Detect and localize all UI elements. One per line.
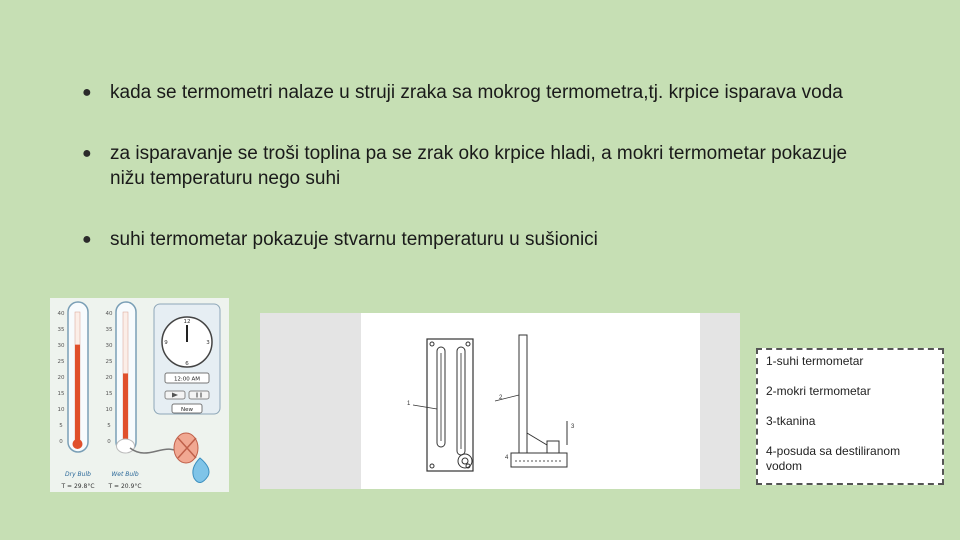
bullet-item: [82, 141, 862, 191]
clock-number: 3: [206, 340, 210, 346]
diagram-label: 2: [499, 395, 503, 401]
dry-scale-label: 30: [57, 343, 65, 349]
dry-scale-label: 20: [57, 375, 65, 381]
water-drop-icon: [193, 458, 209, 483]
bullet-text: kada se termometri nalaze u struji zraka sa mokrog termometra,tj. krpice isparava voda: [110, 82, 843, 103]
new-button-label: New: [181, 407, 193, 413]
bullet-item: [82, 80, 862, 105]
bullet-list: [82, 80, 862, 288]
pause-button[interactable]: [189, 391, 209, 399]
wet-scale-label: 20: [105, 375, 113, 381]
diagram-label: 4: [505, 455, 509, 461]
wet-scale-label: 30: [105, 343, 113, 349]
dry-temp-readout: T = 29.8°C: [61, 483, 95, 490]
wet-scale-label: 5: [107, 423, 111, 429]
legend-item: 3-tkanina: [766, 414, 816, 428]
psychrometer-simulation-image: [50, 298, 229, 492]
bullet-text: suhi termometar pokazuje stvarnu temperaturu u sušionici: [110, 229, 598, 250]
dry-scale-label: 5: [59, 423, 63, 429]
wet-mercury-column: [123, 373, 128, 440]
side-view-reservoir: [511, 453, 567, 467]
legend-item: 2-mokri termometar: [766, 384, 871, 398]
dry-bulb-label: Dry Bulb: [65, 471, 91, 478]
bullet-text: za isparavanje se troši toplina pa se zrak oko krpice hladi, a mokri termometar pokazuje nižu temperaturu nego suhi: [110, 143, 848, 189]
dry-scale-label: 35: [57, 327, 65, 333]
wet-temp-readout: T = 20.9°C: [108, 483, 142, 490]
wet-scale-label: 15: [105, 391, 113, 397]
clock-number: 12: [183, 319, 191, 325]
time-readout: 12:00 AM: [173, 376, 201, 383]
dry-scale-label: 15: [57, 391, 65, 397]
side-view-thermometer: [519, 335, 527, 453]
wet-scale-label: 35: [105, 327, 113, 333]
legend-item: 4-posuda sa destiliranom vodom: [766, 444, 901, 473]
dry-scale-label: 25: [57, 359, 65, 365]
wet-cloth-icon: [117, 439, 135, 453]
legend-item: 1-suhi termometar: [766, 354, 864, 368]
wet-scale-label: 25: [105, 359, 113, 365]
wet-bulb-label: Wet Bulb: [111, 471, 139, 478]
bullet-item: [82, 227, 862, 252]
bullet-dot-icon: ●: [82, 231, 92, 248]
psychrometer-diagram: [260, 313, 740, 489]
clock-number: 6: [185, 361, 189, 367]
dry-scale-label: 10: [57, 407, 65, 413]
wet-scale-label: 10: [105, 407, 113, 413]
clock-number: 9: [164, 340, 168, 346]
wet-scale-label: 40: [105, 311, 113, 317]
water-container-front: [458, 454, 472, 468]
dry-scale-label: 0: [59, 439, 63, 445]
pause-icon: [200, 393, 202, 398]
dry-mercury-column: [75, 345, 80, 440]
bullet-dot-icon: ●: [82, 84, 92, 101]
diagram-label: 3: [571, 424, 575, 430]
mounting-board: [427, 339, 473, 471]
wet-scale-label: 0: [107, 439, 111, 445]
bullet-dot-icon: ●: [82, 145, 92, 162]
dry-scale-label: 40: [57, 311, 65, 317]
diagram-label: 1: [407, 401, 411, 407]
dry-bulb-icon: [73, 439, 83, 449]
legend-box: [756, 348, 944, 485]
